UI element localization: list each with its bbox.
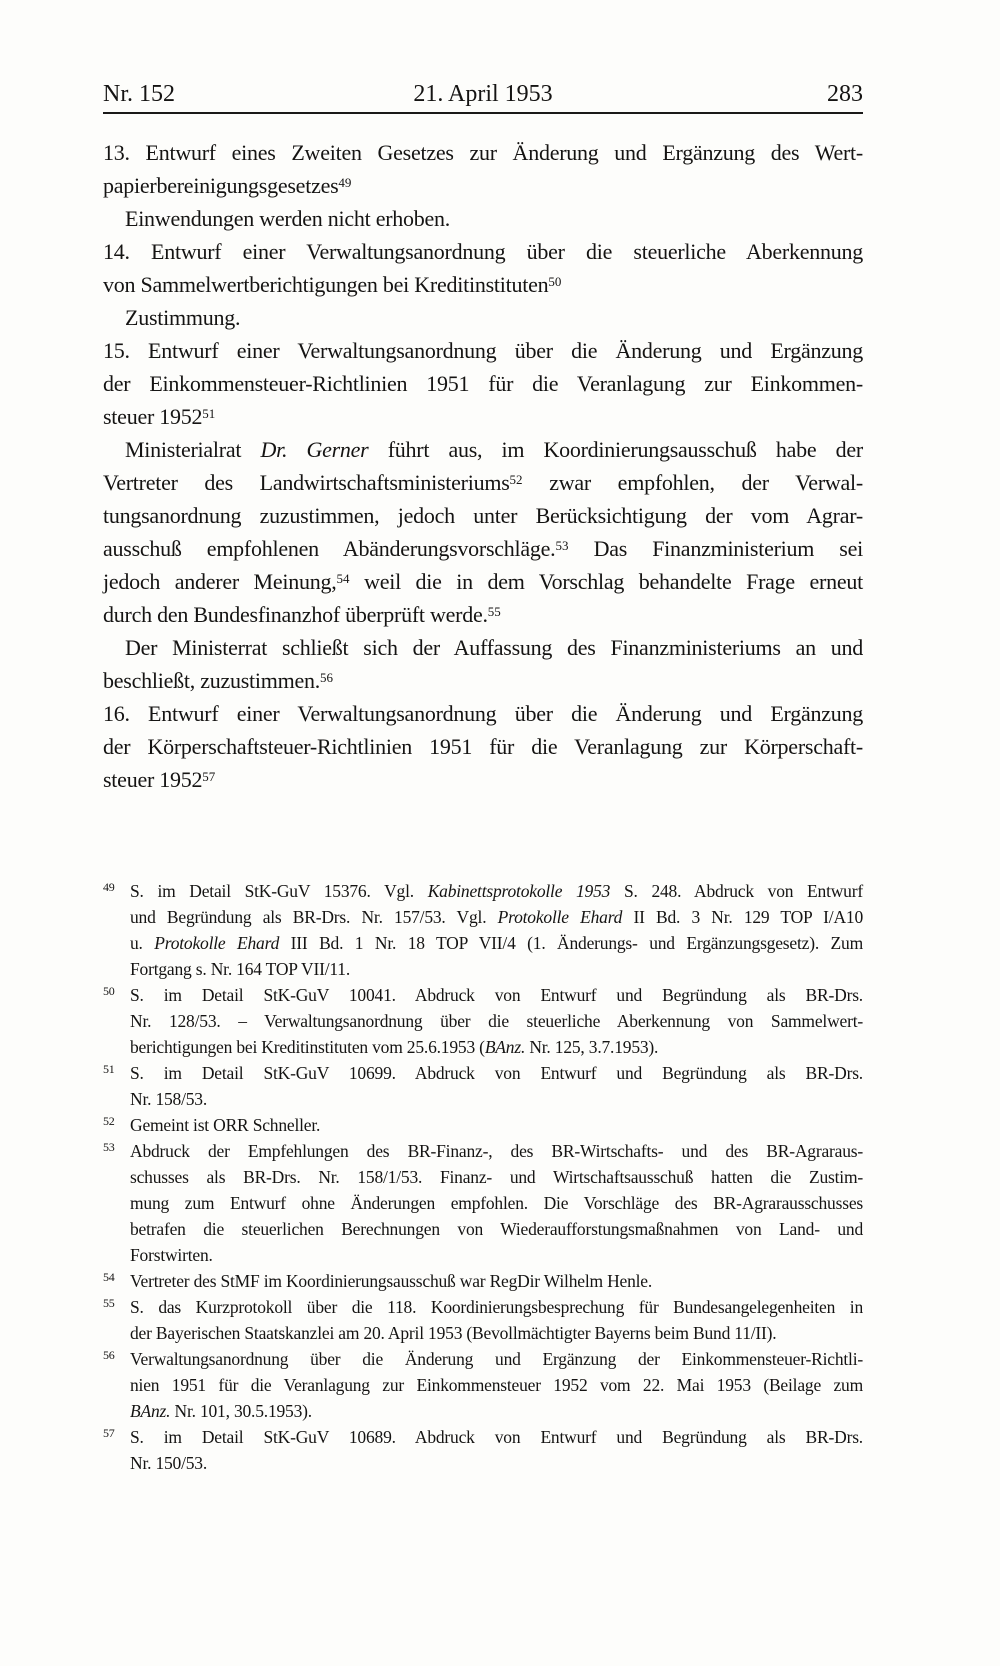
text-run: tungsanordnung zuzustimmen, jedoch unter Berücksichtigung der vom Agrar- xyxy=(103,503,863,528)
text-run: steuer 1952 xyxy=(103,767,203,792)
body-line xyxy=(103,664,863,697)
text-run: Vertreter des Landwirtschaftsministeriums xyxy=(103,470,510,495)
footnote-marker: 50 xyxy=(103,984,115,998)
paragraph xyxy=(103,235,863,301)
footnote-marker: 54 xyxy=(103,1270,115,1284)
text-run: der Körperschaftsteuer-Richtlinien 1951 für die Veranlagung zur Körperschaft- xyxy=(103,734,863,759)
footnote-ref: 49 xyxy=(338,175,352,190)
text-run: der Einkommensteuer-Richtlinien 1951 für die Veranlagung zur Einkommen- xyxy=(103,371,863,396)
footnote-line xyxy=(130,1086,863,1112)
footnote-line xyxy=(130,1112,863,1138)
text-run: Vertreter des StMF im Koordinierungsausschuß war RegDir Wilhelm Henle. xyxy=(130,1271,653,1291)
footnote-ref: 57 xyxy=(202,769,216,784)
footnote-line xyxy=(130,930,863,956)
footnote-line xyxy=(130,1164,863,1190)
text-run: schusses als BR-Drs. Nr. 158/1/53. Finanz- und Wirtschaftsausschuß hatten die Zustim- xyxy=(130,1167,863,1187)
text-run: Nr. 150/53. xyxy=(130,1453,208,1473)
header-page-number: 283 xyxy=(827,81,863,107)
text-run: Nr. 101, 30.5.1953). xyxy=(170,1401,312,1421)
footnote-line xyxy=(130,1372,863,1398)
text-run: ausschuß empfohlenen Abänderungsvorschläge. xyxy=(103,536,556,561)
footnote xyxy=(103,1138,863,1268)
footnote xyxy=(103,878,863,982)
footnote-line xyxy=(130,1398,863,1424)
text-run: zwar empfohlen, der Verwal- xyxy=(522,470,863,495)
footnote-line xyxy=(130,1424,863,1450)
paragraph xyxy=(103,202,863,235)
text-run: Ministerialrat xyxy=(125,437,261,462)
text-run-italic: Protokolle Ehard xyxy=(497,907,623,927)
body-line xyxy=(103,730,863,763)
text-run: beschließt, zuzustimmen. xyxy=(103,668,320,693)
text-run: Abdruck der Empfehlungen des BR-Finanz-, des BR-Wirtschafts- und des BR-Agraraus- xyxy=(130,1141,863,1161)
body-text xyxy=(103,136,863,796)
header-doc-number: Nr. 152 xyxy=(103,81,175,107)
body-line xyxy=(103,268,863,301)
footnote-line xyxy=(130,1216,863,1242)
text-run: S. im Detail StK-GuV 10041. Abdruck von Entwurf und Begründung als BR-Drs. xyxy=(130,985,863,1005)
footnote-line xyxy=(130,1320,863,1346)
text-run: Das Finanzministerium sei xyxy=(568,536,863,561)
text-run: Einwendungen werden nicht erhoben. xyxy=(125,206,451,231)
body-line xyxy=(103,499,863,532)
body-line xyxy=(103,532,863,565)
text-run: S. im Detail StK-GuV 10699. Abdruck von Entwurf und Begründung als BR-Drs. xyxy=(130,1063,863,1083)
footnote-ref: 52 xyxy=(509,472,523,487)
footnote-line xyxy=(130,1190,863,1216)
text-run: Nr. 158/53. xyxy=(130,1089,208,1109)
text-run: II Bd. 3 Nr. 129 TOP I/A10 xyxy=(622,907,863,927)
text-run: Forstwirten. xyxy=(130,1245,213,1265)
body-line xyxy=(103,466,863,499)
footnote-marker: 57 xyxy=(103,1426,115,1440)
text-run: S. das Kurzprotokoll über die 118. Koordinierungsbesprechung für Bundesangelegenheiten in xyxy=(130,1297,863,1317)
footnote xyxy=(103,1424,863,1476)
text-run: führt aus, im Koordinierungsausschuß habe der xyxy=(368,437,863,462)
body-line xyxy=(103,136,863,169)
text-run: mung zum Entwurf ohne Änderungen empfohlen. Die Vorschläge des BR-Agrarausschusses xyxy=(130,1193,863,1213)
paragraph xyxy=(103,631,863,697)
footnote-line xyxy=(130,1138,863,1164)
footnote-ref: 53 xyxy=(555,538,569,553)
footnote-line xyxy=(130,1268,863,1294)
footnote xyxy=(103,1346,863,1424)
text-run: 13. Entwurf eines Zweiten Gesetzes zur Änderung und Ergänzung des Wert- xyxy=(103,140,863,165)
body-line xyxy=(103,235,863,268)
text-run-italic: BAnz. xyxy=(484,1037,526,1057)
text-run: weil die in dem Vorschlag behandelte Frage erneut xyxy=(349,569,863,594)
footnote-line xyxy=(130,1242,863,1268)
paragraph xyxy=(103,433,863,631)
text-run: u. xyxy=(130,933,155,953)
footnote-marker: 49 xyxy=(103,880,115,894)
footnote-line xyxy=(130,982,863,1008)
footnote-ref: 51 xyxy=(202,406,216,421)
body-line xyxy=(103,697,863,730)
footnote-marker: 55 xyxy=(103,1296,115,1310)
running-header xyxy=(103,74,863,108)
text-run: Fortgang s. Nr. 164 TOP VII/11. xyxy=(130,959,351,979)
footnote-marker: 51 xyxy=(103,1062,115,1076)
text-run-italic: Protokolle Ehard xyxy=(154,933,280,953)
text-run: S. 248. Abdruck von Entwurf xyxy=(610,881,863,901)
header-rule xyxy=(103,112,863,114)
text-run: nien 1951 für die Veranlagung zur Einkommensteuer 1952 vom 22. Mai 1953 (Beilage zum xyxy=(130,1375,863,1395)
header-date: 21. April 1953 xyxy=(413,81,553,107)
footnote-ref: 54 xyxy=(336,571,350,586)
footnote-line xyxy=(130,1060,863,1086)
text-run: S. im Detail StK-GuV 10689. Abdruck von Entwurf und Begründung als BR-Drs. xyxy=(130,1427,863,1447)
footnote-line xyxy=(130,1450,863,1476)
footnote-marker: 53 xyxy=(103,1140,115,1154)
text-run: betrafen die steuerlichen Berechnungen von Wiederaufforstungsmaßnahmen von Land- und xyxy=(130,1219,863,1239)
text-run: Gemeint ist ORR Schneller. xyxy=(130,1115,321,1135)
text-run: von Sammelwertberichtigungen bei Kreditinstituten xyxy=(103,272,549,297)
text-run: und Begründung als BR-Drs. Nr. 157/53. Vgl. xyxy=(130,907,498,927)
body-line xyxy=(103,763,863,796)
paragraph xyxy=(103,301,863,334)
body-line xyxy=(103,301,863,334)
body-line xyxy=(103,631,863,664)
body-line xyxy=(103,400,863,433)
text-run: 15. Entwurf einer Verwaltungsanordnung über die Änderung und Ergänzung xyxy=(103,338,863,363)
text-run-italic: Kabinettsprotokolle 1953 xyxy=(427,881,611,901)
footnote xyxy=(103,1294,863,1346)
body-line xyxy=(103,565,863,598)
text-run: III Bd. 1 Nr. 18 TOP VII/4 (1. Änderungs- und Ergänzungsgesetz). Zum xyxy=(279,933,863,953)
footnote xyxy=(103,1268,863,1294)
footnote-marker: 56 xyxy=(103,1348,115,1362)
paragraph xyxy=(103,334,863,433)
footnote-line xyxy=(130,878,863,904)
footnote-ref: 56 xyxy=(320,670,333,685)
footnote-line xyxy=(130,1294,863,1320)
text-run: durch den Bundesfinanzhof überprüft werde. xyxy=(103,602,488,627)
text-run: 16. Entwurf einer Verwaltungsanordnung über die Änderung und Ergänzung xyxy=(103,701,863,726)
text-run: Zustimmung. xyxy=(125,305,241,330)
footnote-ref: 55 xyxy=(487,604,501,619)
text-run: Verwaltungsanordnung über die Änderung und Ergänzung der Einkommensteuer-Richtli- xyxy=(130,1349,863,1369)
footnote-ref: 50 xyxy=(548,274,562,289)
footnote-line xyxy=(130,956,863,982)
text-run-italic: BAnz. xyxy=(130,1401,171,1421)
text-run: Nr. 125, 3.7.1953). xyxy=(525,1037,659,1057)
body-line xyxy=(103,598,863,631)
text-run: S. im Detail StK-GuV 15376. Vgl. xyxy=(130,881,428,901)
body-line xyxy=(103,169,863,202)
text-run: Der Ministerrat schließt sich der Auffassung des Finanzministeriums an und xyxy=(125,635,863,660)
text-run: jedoch anderer Meinung, xyxy=(103,569,337,594)
text-run: 14. Entwurf einer Verwaltungsanordnung über die steuerliche Aberkennung xyxy=(103,239,863,264)
body-line xyxy=(103,334,863,367)
footnote-marker: 52 xyxy=(103,1114,115,1128)
text-run-italic: Dr. Gerner xyxy=(260,437,369,462)
paragraph xyxy=(103,697,863,796)
footnotes-block xyxy=(103,878,863,1476)
footnote-line xyxy=(130,1008,863,1034)
body-line xyxy=(103,367,863,400)
footnote-line xyxy=(130,1346,863,1372)
footnote xyxy=(103,1060,863,1112)
text-run: berichtigungen bei Kreditinstituten vom 25.6.1953 ( xyxy=(130,1037,485,1057)
body-line xyxy=(103,433,863,466)
text-run: Nr. 128/53. – Verwaltungsanordnung über die steuerliche Aberkennung von Sammelwert- xyxy=(130,1011,863,1031)
footnote xyxy=(103,1112,863,1138)
paragraph xyxy=(103,136,863,202)
footnote-line xyxy=(130,1034,863,1060)
footnote xyxy=(103,982,863,1060)
footnote-line xyxy=(130,904,863,930)
text-run: der Bayerischen Staatskanzlei am 20. April 1953 (Bevollmächtigter Bayerns beim Bund 11/II). xyxy=(130,1323,777,1343)
body-line xyxy=(103,202,863,235)
text-run: papierbereinigungsgesetzes xyxy=(103,173,339,198)
text-run: steuer 1952 xyxy=(103,404,203,429)
